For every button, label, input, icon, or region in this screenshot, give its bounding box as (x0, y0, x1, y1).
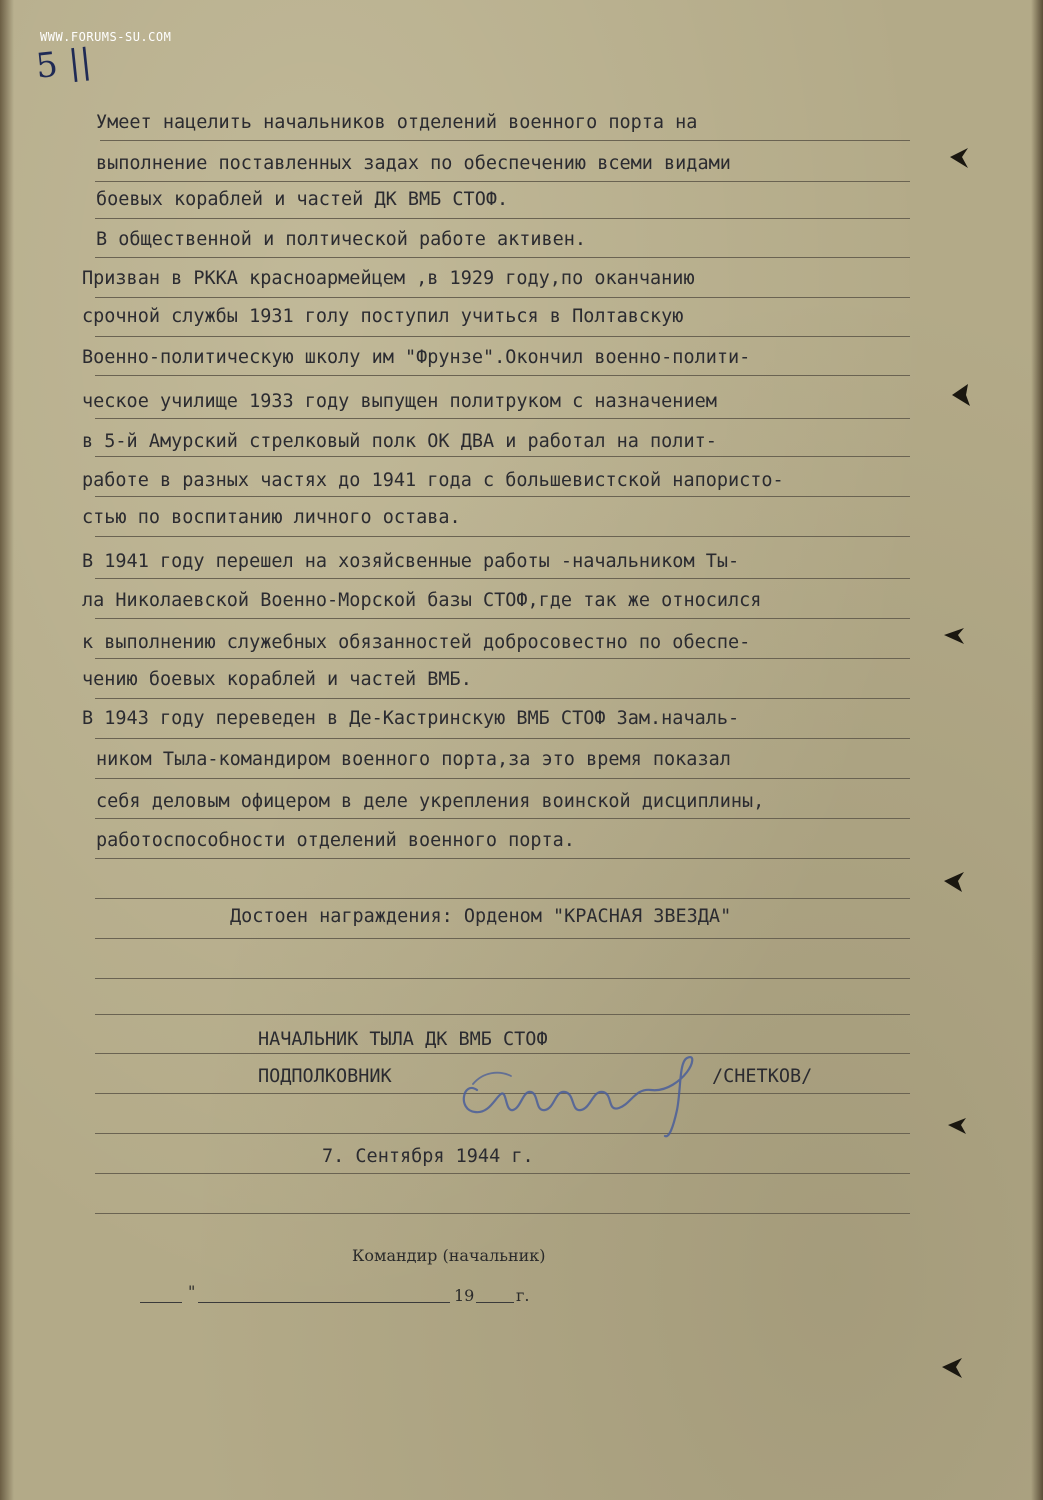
punch-hole-icon (948, 382, 974, 408)
award-line: Достоен награждения: Орденом "КРАСНАЯ ЗВЕЗДА" (230, 906, 732, 927)
body-line: ла Николаевской Военно-Морской базы СТОФ,где так же относился (82, 590, 762, 611)
commander-label: Командир (начальник) (352, 1246, 546, 1265)
body-line: выполнение поставленных задах по обеспечению всеми видами (96, 153, 731, 174)
date-form-year-suffix: г. (516, 1286, 530, 1305)
body-line: В 1941 году перешел на хозяйсвенные работы -начальником Ты- (82, 551, 740, 572)
page-edge-left (0, 0, 14, 1500)
document-date: 7. Сентября 1944 г. (322, 1146, 534, 1167)
body-line: срочной службы 1931 голу поступил учиться в Полтавскую (82, 306, 684, 327)
signatory-name: /СНЕТКОВ/ (712, 1066, 813, 1087)
signatory-position: НАЧАЛЬНИК ТЫЛА ДК ВМБ СТОФ (258, 1029, 548, 1050)
corner-handwritten-mark: 5 || (34, 41, 94, 87)
body-line: к выполнению служебных обязанностей добросовестно по обеспе- (82, 632, 751, 653)
body-line: Военно-политическую школу им "Фрунзе".Окончил военно-полити- (82, 347, 751, 368)
signatory-rank: ПОДПОЛКОВНИК (258, 1066, 392, 1087)
body-line: В 1943 году переведен в Де-Кастринскую ВМБ СТОФ Зам.началь- (82, 708, 740, 729)
body-line: Умеет нацелить начальников отделений военного порта на (96, 112, 698, 133)
punch-hole-icon (940, 1354, 966, 1380)
body-line: Призван в РККА красноармейцем ,в 1929 году,по оканчанию (82, 268, 695, 289)
body-line: работе в разных частях до 1941 года с большевистской напористо- (82, 470, 784, 491)
body-line: боевых кораблей и частей ДК ВМБ СТОФ. (96, 189, 509, 210)
body-line: В общественной и полтической работе активен. (96, 229, 587, 250)
body-line: ником Тыла-командиром военного порта,за это время показал (96, 749, 731, 770)
body-line: ческое училище 1933 году выпущен политруком с назначением (82, 391, 717, 412)
body-line: себя деловым офицером в деле укрепления воинской дисциплины, (96, 791, 765, 812)
punch-hole-icon (946, 144, 972, 170)
date-form-year-prefix: 19 (454, 1286, 475, 1305)
punch-hole-icon (942, 622, 968, 648)
punch-hole-icon (942, 868, 968, 894)
date-form-quote: " (188, 1282, 196, 1301)
punch-hole-icon (944, 1112, 970, 1138)
body-line: работоспособности отделений военного порта. (96, 830, 575, 851)
body-line: в 5-й Амурский стрелковый полк ОК ДВА и работал на полит- (82, 431, 717, 452)
site-watermark-label: WWW.FORUMS-SU.COM (40, 30, 172, 44)
body-line: чению боевых кораблей и частей ВМБ. (82, 669, 472, 690)
body-line: стью по воспитанию личного остава. (82, 507, 461, 528)
page-edge-right (1031, 0, 1043, 1500)
handwritten-signature (455, 1050, 715, 1140)
